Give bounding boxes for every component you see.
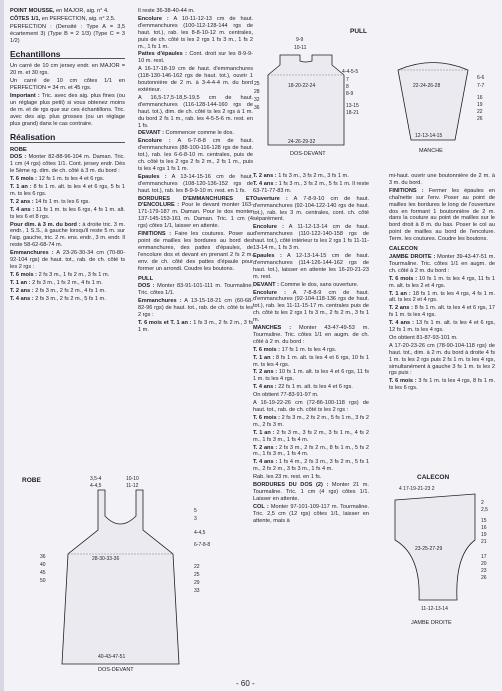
paragraph [10, 296, 125, 303]
paragraph [389, 291, 495, 305]
text-column-3 [253, 173, 369, 643]
paragraph [10, 8, 125, 15]
calecon-right-label-10: 26 [481, 575, 487, 581]
paragraph-text: On obtient 77-83-91-97 m. [253, 392, 319, 399]
paragraph [253, 430, 369, 444]
pull-top-label-1: 9-9 [296, 37, 304, 43]
paragraph-text: en MAJOR, aig. n° 4. [54, 8, 109, 14]
robe-right-label-4: 6-7-8-8 [194, 542, 211, 548]
paragraph-lead: DOS : [10, 154, 27, 161]
pull-caption: DOS-DEVANT [290, 151, 326, 157]
paragraph [253, 392, 369, 399]
calecon-title: CALECON [417, 474, 450, 481]
robe-right-label-3: 4-4,5 [194, 530, 206, 536]
paragraph-text: Monter 43-47-49-53 m. Tourmaline. Tric. côtes 1/1 en augm. de ch. côté à 2 m. du bord : [253, 325, 369, 345]
paragraph-text: Rab. les 23 m. rest. en 1 fs. [253, 474, 322, 481]
paragraph-lead: Encolure : [138, 138, 171, 145]
paragraph-text: 2 fs 3 m., 2 fs 2 m., 4 fs 1 m. [33, 287, 106, 294]
paragraph-text: A 13-15-18-21 cm (60-68-82-96 rgs) de haut. tot., rab. de ch. côté ts les 2 rgs : [138, 298, 253, 319]
paragraph-text: 2 fs 3 m., 3 fs 2 m., 3 fs 1 m., 4 fs 2 m., 1 fs 3 m., 1 fs 4 m. [253, 429, 369, 443]
paragraph [138, 138, 253, 173]
paragraph [138, 231, 253, 272]
paragraph [253, 282, 369, 289]
paragraph-text: Il reste 36-38-40-44 m. [138, 8, 195, 14]
paragraph-lead: Pour dim. à 3 m. du bord : [10, 221, 81, 228]
paragraph [10, 184, 125, 198]
paragraph-text: 18 fs 1 m. ts les 4 rgs, 4 fs 1 m. alt. ts les 2 et 4 rgs. [389, 290, 495, 304]
paragraph [10, 63, 125, 77]
paragraph-lead: POINT MOUSSE, [10, 8, 55, 14]
pull-left-label-1: 25 [254, 81, 260, 87]
paragraph [253, 355, 369, 369]
paragraph-lead: FINITIONS : [389, 187, 424, 194]
paragraph-lead: Epaules : [253, 252, 282, 259]
paragraph-text: A 16-17-18-19 cm de haut. d'emmanchures (118-130-146-162 rgs de haut. tot.), ouvrir 1 boutonnière de 2 m. à 3-4-4-4 m. du bord extérieur. [138, 66, 253, 93]
calecon-right-label-9: 23 [481, 568, 487, 574]
paragraph-text: A 17-20-23-26 cm (78-90-104-118 rgs) de haut. tot., dim. à 2 m. du bord à droite 4 fs 1 m. ts les 2 rgs puis 2 fs 1 m. ts les 4 rgs, simultanément à gauche 3 fs 1 m. ts les 2 rgs puis : [389, 342, 495, 377]
pull-schematic [250, 25, 390, 160]
paragraph-lead: DEVANT : [253, 281, 279, 288]
paragraph-text: 8 fs 1 m. alt. ts les 4 et 6 rgs, 5 fs 1 m. ts les 6 rgs. [10, 184, 125, 197]
robe-top-label-1: 3,5-4 [90, 476, 102, 482]
paragraph-lead: Pattes d'épaules : [138, 51, 187, 58]
paragraph-text: A 10-11-12-13 cm de haut. d'emmanchures (100-112-128-144 rgs de haut. tot.), rab. les 8-8-10-12 m. centrales, puis de ch. côté ts les 2 rgs 1 fs 3 m., 1 fs 2 m., 1 fs 1 m. [138, 15, 253, 50]
paragraph-text: Commencer comme le dos. [164, 130, 234, 137]
pull-top-label-2: 10-11 [294, 45, 307, 51]
paragraph-lead: Encolure : [138, 15, 169, 22]
paragraph-text: mi-haut. ouvrir une boutonnière de 2 m. à 3 m. du bord. [389, 173, 495, 186]
paragraph-lead: T. 2 ans : [253, 444, 278, 451]
paragraph [138, 95, 253, 130]
robe-inner-label: 28-30-33-36 [92, 556, 120, 562]
paragraph-lead: T. 6 mois : [389, 378, 417, 385]
paragraph [138, 66, 253, 94]
paragraph [389, 173, 495, 187]
paragraph [253, 474, 369, 481]
pull-right-label-2: 8 [346, 84, 349, 90]
pull-bottom-label: 24-26-29-32 [288, 139, 316, 145]
paragraph [10, 222, 125, 250]
robe-right-label-6: 25 [194, 572, 200, 578]
text-column-1 [10, 8, 125, 478]
robe-right-label-7: 29 [194, 580, 200, 586]
paragraph-text: 17 fs 1 m. ts les 4 rgs. [280, 346, 337, 353]
page-number: - 60 - [236, 679, 255, 688]
manche-right-label-2: 7-7 [477, 83, 485, 89]
paragraph-lead: T. 1 an : [10, 184, 32, 191]
paragraph-lead: T. 6 mois : [10, 271, 38, 278]
paragraph [10, 250, 125, 271]
paragraph-text: A 16,5-17,5-18,5-19,5 cm de haut. d'emmanchures (116-128-144-160 rgs de haut. tot.), dim. de ch. côté ts les 2 rgs à 1 m. du bord 2 fs 1 m., rab. les 4-5-5-6 m. rest. en 1 fs. [138, 94, 253, 129]
paragraph-lead: Encolure : [253, 224, 284, 231]
paragraph [253, 504, 369, 525]
pull-right-label-4: 13-15 [346, 103, 359, 109]
paragraph [389, 335, 495, 342]
paragraph [389, 188, 495, 243]
paragraph-text: 2 fs 3 m., 1 fs 2 m., 3 fs 1 m. [37, 271, 110, 278]
paragraph [10, 154, 125, 175]
robe-right-label-8: 33 [194, 588, 200, 594]
paragraph-text: 2 fs 3 m., 2 fs 2 m., 5 fs 1 m. [33, 295, 106, 302]
text-column-2 [138, 8, 253, 478]
pull-title: PULL [350, 28, 367, 35]
paragraph-text: 1 fs 3 m., 3 fs 2 m., 3 fs 1 m. [276, 173, 349, 179]
paragraph [389, 378, 495, 392]
paragraph [10, 207, 125, 221]
paragraph-text: 10 fs 1 m. alt. ts les 4 et 6 rgs, 11 fs 1 m. ts les 4 rgs. [253, 369, 369, 383]
paragraph [253, 400, 369, 414]
paragraph-text: A 16-19-22-26 cm (72-86-100-118 rgs) de haut. tot., rab. de ch. côté ts les 2 rgs : [253, 400, 369, 413]
calecon-right-label-4: 16 [481, 525, 487, 531]
robe-caption: DOS-DEVANT [98, 667, 134, 673]
pull-right-label-3: 8-9 [346, 91, 354, 97]
calecon-top-label: 4 17-19-21-23 2 [399, 486, 435, 492]
paragraph-text: A 12-13-14-15 cm de haut. d'emmanchures (114-126-144-162 rgs de haut. tot.), laisser en attente les 16-20-21-23 m. rest. [253, 252, 369, 280]
manche-bottom-label: 12-13-14-15 [415, 133, 443, 139]
paragraph-text: Comme le dos, sans ouverture. [279, 281, 359, 288]
manche-right-label-1: 6-6 [477, 75, 485, 81]
paragraph [389, 305, 495, 319]
paragraph-lead: T. 6 mois : [253, 346, 281, 353]
pull-right-label-5: 18-21 [346, 110, 359, 116]
calecon-right-label-5: 19 [481, 532, 487, 538]
subsection-heading: ROBE [10, 146, 27, 153]
paragraph-lead: Important : [10, 93, 40, 100]
paragraph [253, 369, 369, 383]
paragraph-text: 1 fs 3 m., 3 fs 2 m., 5 fs 1 m. Il reste 63-71-77-83 m. [253, 180, 369, 194]
calecon-right-label-6: 21 [481, 539, 487, 545]
paragraph [253, 482, 369, 503]
paragraph-lead: Emmanchures : [138, 298, 182, 305]
paragraph-lead: T. 2 ans : [253, 369, 278, 376]
paragraph-lead: T. 1 an : [10, 279, 31, 286]
paragraph [10, 16, 125, 23]
section-heading: Réalisation [10, 134, 125, 143]
subsection-heading: CALECON [389, 246, 418, 253]
calecon-right-label-8: 20 [481, 561, 487, 567]
paragraph-lead: T. 4 ans : [253, 384, 277, 391]
paragraph [389, 320, 495, 334]
paragraph-lead: T. 1 an : [389, 290, 411, 297]
pull-left-label-3: 32 [254, 97, 260, 103]
paragraph-lead: Encolure : [253, 289, 286, 296]
paragraph [138, 130, 253, 137]
manche-caption: MANCHE [419, 148, 443, 154]
paragraph [253, 173, 369, 180]
paragraph [10, 93, 125, 128]
calecon-schematic [385, 470, 497, 670]
paragraph-text: A 13-14-15-16 cm de haut. d'emmanchures (108-120-136-152 rgs de haut. tot.), rab. les 8-9-9-10 m. rest. en 1 fs. [138, 173, 253, 194]
paragraph-lead: Epaules : [138, 173, 167, 180]
calecon-right-label-3: 15 [481, 518, 487, 524]
manche-schematic [393, 55, 495, 160]
paragraph-lead: T. 4 ans : [253, 180, 277, 187]
paragraph [389, 343, 495, 378]
paragraph [138, 51, 253, 65]
section-heading: Echantillons [10, 51, 125, 60]
paragraph-text: Monter 83-91-101-111 m. Tourmaline. Tric. côtes 1/1. [138, 283, 253, 297]
text-column-4 [389, 173, 495, 433]
paragraph-text: 14 fs 1 m. ts les 6 rgs. [33, 198, 90, 205]
paragraph [10, 199, 125, 206]
paragraph [138, 8, 253, 15]
paragraph [138, 283, 253, 297]
paragraph [253, 290, 369, 325]
manche-right-label-5: 22 [477, 109, 483, 115]
robe-top-label-2: 4-4,5 [90, 483, 102, 489]
paragraph [138, 320, 253, 334]
paragraph-lead: T. 1 an : [253, 429, 275, 436]
paragraph-lead: CÔTES 1/1, [10, 15, 41, 22]
paragraph [10, 272, 125, 279]
robe-top-label-4: 11-12 [126, 483, 139, 489]
robe-top-label-3: 10-10 [126, 476, 139, 482]
page-edge [0, 0, 4, 691]
paragraph [10, 176, 125, 183]
paragraph [253, 196, 369, 224]
robe-bottom-label: 40-43-47-51 [98, 654, 126, 660]
paragraph-text: Un carré de 10 cm jersey endr. en MAJOR = 20 m. et 30 rgs. [10, 63, 125, 77]
paragraph [253, 445, 369, 459]
paragraph-text: Monter 82-88-96-104 m. Daman. Tric. 1 cm (4 rgs) côtes 1/1. Cont. jersey endr. Dès le 5ème rg. dim. de ch. côté à 3 m. du bord : [10, 154, 125, 175]
paragraph-lead: T. 4 ans : [253, 459, 278, 466]
paragraph [138, 16, 253, 51]
paragraph-lead: T. 6 mois : [253, 414, 281, 421]
paragraph-lead: T. 2 ans : [10, 198, 34, 205]
paragraph [253, 253, 369, 281]
paragraph-text: 13 fs 1 m. alt. ts les 4 et 6 rgs, 12 fs 1 m. ts les 4 rgs. [389, 320, 495, 334]
paragraph-text: 2 fs 3 m., 2 fs 2 m., 8 fs 1 m., 5 fs 2 m., 1 fs 3 m., 1 fs 4 m. [253, 444, 369, 458]
paragraph [10, 280, 125, 287]
paragraph-text: à droite tric. 3 m. endr., 1 S.S., à gauche lorsqu'il reste 5 m. sur l'aig. gauche, tric. 2 m. ens. endr., 3 m. endr. Il reste 58-62-68-74 m. [10, 221, 125, 249]
paragraph [10, 288, 125, 295]
paragraph-text: A 23-26-30-34 cm (70-80-92-104 rgs) de haut. tot., rab. de ch. côté ts les 2 rgs : [10, 250, 125, 270]
paragraph-lead: T. 4 ans : [10, 206, 35, 213]
paragraph-text: A 11-12-13-14 cm de haut. d'emmanchures (110-122-140-158 rgs de haut. tot.), côté intérieur ts les 2 rgs 1 fs 11-11-13-14 m., 1 fs 3 m. [253, 224, 369, 252]
paragraph-lead: FINITIONS : [138, 231, 172, 238]
calecon-right-label-2: 2,5 [481, 507, 488, 513]
robe-schematic [10, 470, 245, 675]
paragraph-text: 12 fs 1 m. ts les 4 et 6 rgs. [37, 176, 105, 183]
paragraph [253, 181, 369, 195]
paragraph-text: Pour le devant monter 163-171-179-187 m. Daman. Pour le dos monter 137-145-153-161 m. Daman. Tric. 1 cm (4 rgs) côtes 1/1, laisser en attente. [138, 202, 253, 230]
paragraph [138, 196, 253, 231]
paragraph [253, 459, 369, 473]
paragraph-text: Cont. droit sur les 8-9-9-10 m. rest. [138, 51, 253, 65]
paragraph-text: en PERFECTION, aig. n° 2,5. [40, 15, 116, 22]
paragraph [389, 254, 495, 275]
paragraph-text: 8 fs 1 m. alt. ts les 4 et 6 rgs, 17 fs 1 m. ts les 4 rgs. [389, 305, 495, 319]
paragraph [10, 78, 125, 92]
paragraph-text: 22 fs 1 m. alt. ts les 4 et 6 rgs. [276, 384, 353, 391]
calecon-inner-label: 23-25-27-29 [415, 546, 443, 552]
paragraph [253, 415, 369, 429]
subsection-heading: PULL [138, 275, 154, 282]
paragraph-lead: T. 4 ans : [10, 295, 34, 302]
paragraph [253, 347, 369, 354]
robe-left-label-1: 36 [40, 554, 46, 560]
paragraph [253, 384, 369, 391]
manche-inner-label: 22-24-26-28 [413, 83, 441, 89]
paragraph-lead: T. 6 mois : [10, 176, 38, 183]
paragraph [10, 24, 125, 45]
manche-right-label-3: 16 [477, 95, 483, 101]
pull-left-label-2: 28 [254, 89, 260, 95]
manche-right-label-4: 19 [477, 102, 483, 108]
paragraph-lead: JAMBE DROITE : [389, 253, 436, 260]
robe-left-label-2: 40 [40, 562, 46, 568]
paragraph-lead: Ouverture : [253, 195, 288, 202]
robe-right-label-2: 3 [194, 516, 197, 522]
pull-shoulder-label: 4-4-5-5 [342, 69, 359, 75]
paragraph-text: Un carré de 10 cm côtes 1/1 en PERFECTION = 34 m. et 45 rgs. [10, 78, 125, 92]
paragraph-text: 3 fs 1 m. ts les 4 rgs, 8 fs 1 m. ts les 6 rgs. [389, 378, 495, 392]
pull-left-label-4: 36 [254, 105, 260, 111]
paragraph [253, 325, 369, 346]
paragraph-lead: Emmanchures : [10, 250, 54, 257]
paragraph-text: Monter 97-101-109-117 m. Tourmaline. Tric. 2,5 cm (12 rgs) côtes 1/1, laisser en attente, mais à [253, 503, 369, 524]
paragraph-lead: T. 2 ans : [10, 287, 34, 294]
robe-title: ROBE [22, 477, 41, 484]
robe-left-label-3: 45 [40, 570, 46, 576]
paragraph [253, 224, 369, 252]
paragraph-lead: MANCHES : [253, 325, 292, 332]
pull-right-label-1: 7 [346, 77, 349, 83]
pull-inner-label: 18-20-22-24 [288, 83, 316, 89]
paragraph-lead: BORDURES DU DOS (2) : [253, 482, 329, 489]
calecon-caption: JAMBE DROITE [411, 620, 452, 626]
paragraph [138, 174, 253, 195]
paragraph-lead: T. 2 ans : [253, 173, 277, 179]
calecon-right-label-1: 2 [481, 500, 484, 506]
paragraph-text: A 6-7-8-8 cm de haut. d'emmanchures (88-100-116-128 rgs de haut. tot.), rab. les 6-6-8-10 m. centrales, puis de ch. côté ts les 2 rgs 2 fs 2 m., 2 fs 1 m., puis ts les 4 rgs 1 fs 1 m. [138, 138, 253, 172]
manche-right-label-6: 26 [477, 116, 483, 122]
paragraph-text: 1 fs 3 m., 2 fs 2 m., 3 fs 1 m. [138, 319, 253, 333]
paragraph-text: Fermer les épaules en chaînette sur l'env. Poser au point de mailles les bordures le long de l'ouverture dos en formant 1 boutonnière de 2 m. dans la couture au point de mailles sur le bord droit à 8 m. du bas. Poser le col au point de mailles au bord de l'encolure. Term. les coutures. Coudre les boutons. [389, 187, 495, 243]
paragraph-text: 11 fs 1 m. ts les 6 rgs, 4 fs 1 m. alt. ts les 6 et 8 rgs. [10, 206, 125, 220]
paragraph-lead: T. 1 an : [253, 354, 275, 361]
paragraph-text: Tric. avec des aig. plus fines (ou un réglage plus petit) si vous obtenez moins de m. et de rgs que sur ces échantillons. Tric. avec des aig. plus grosses (ou un réglage plus grand) dans le cas contraire. [10, 93, 125, 127]
robe-right-label-1: 5 [194, 508, 197, 514]
robe-right-label-5: 22 [194, 564, 200, 570]
paragraph-text: 1 fs 4 m., 2 fs 3 m., 3 fs 2 m., 5 fs 1 m., 2 fs 2 m., 3 fs 3 m., 1 fs 4 m. [253, 459, 369, 473]
paragraph-lead: DEVANT : [138, 130, 164, 137]
paragraph-text: PERFECTION : (Densité : Type A = 3,5 écartement 3) (Type B = 2 1/3) (Type C = 3 1/2) [10, 23, 125, 44]
paragraph-lead: COL : [253, 503, 269, 510]
paragraph-lead: BORDURES D'EMMANCHURES ET D'ENCOLURE : [138, 195, 253, 209]
paragraph-text: A 7-8-8-9 cm de haut. d'emmanchures (92-104-118-136 rgs de haut. tot.), rab. les 11-11-15-17 m. centrales puis de ch. côté ts les 2 rgs 1 fs 3 m., 2 fs 2 m., 3 fs 1 m. [253, 289, 369, 324]
paragraph-text: A 7-8-9-10 cm de haut. d'emmanchures (92-104-122-140 rgs de haut. tot.), rab. les 3 m. centrales, cont. ch. côté séparément. [253, 195, 369, 223]
paragraph-lead: T. 2 ans : [389, 305, 413, 312]
paragraph-lead: T. 4 ans : [389, 320, 414, 327]
paragraph-lead: T. 6 mois : [389, 275, 418, 282]
paragraph-text: Monter 21 m. Tourmaline. Tric. 1 cm (4 rgs) côtes 1/1. Laisser en attente. [253, 482, 369, 502]
paragraph-text: 2 fs 3 m., 2 fs 2 m., 5 fs 1 m., 3 fs 2 m., 2 fs 3 m. [253, 414, 369, 428]
paragraph [389, 276, 495, 290]
paragraph-text: 8 fs 1 m. alt. ts les 4 et 6 rgs, 10 fs 1 m. ts les 4 rgs. [253, 354, 369, 368]
paragraph-text: Faire les coutures. Poser au point de mailles les bordures au bord des emmanchures, des pattes d'épaules, de l'encolure dos et devant en prenant 2 fs 2 m. env. de ch. côté des pattes d'épaule pour former un arrondi. Coudre les boutons. [138, 231, 253, 272]
paragraph-lead: DOS : [138, 283, 155, 290]
paragraph-lead: T. 6 mois et T. 1 an : [138, 319, 192, 326]
robe-left-label-4: 50 [40, 578, 46, 584]
paragraph-text: 10 fs 1 m. ts les 4 rgs, 11 fs 1 m. alt. ts les 2 et 4 rgs. [389, 275, 495, 289]
paragraph-text: On obtient 81-87-93-101 m. [389, 334, 458, 341]
calecon-bottom-label: 11-12-13-14 [421, 606, 448, 612]
paragraph [138, 298, 253, 319]
paragraph-text: 2 fs 3 m., 1 fs 2 m., 4 fs 1 m. [30, 279, 103, 286]
calecon-right-label-7: 17 [481, 554, 487, 560]
paragraph-text: Monter 39-43-47-51 m. Tourmaline. Tric. côtes 1/1 en augm. de ch. côté à 2 m. du bord : [389, 253, 495, 274]
